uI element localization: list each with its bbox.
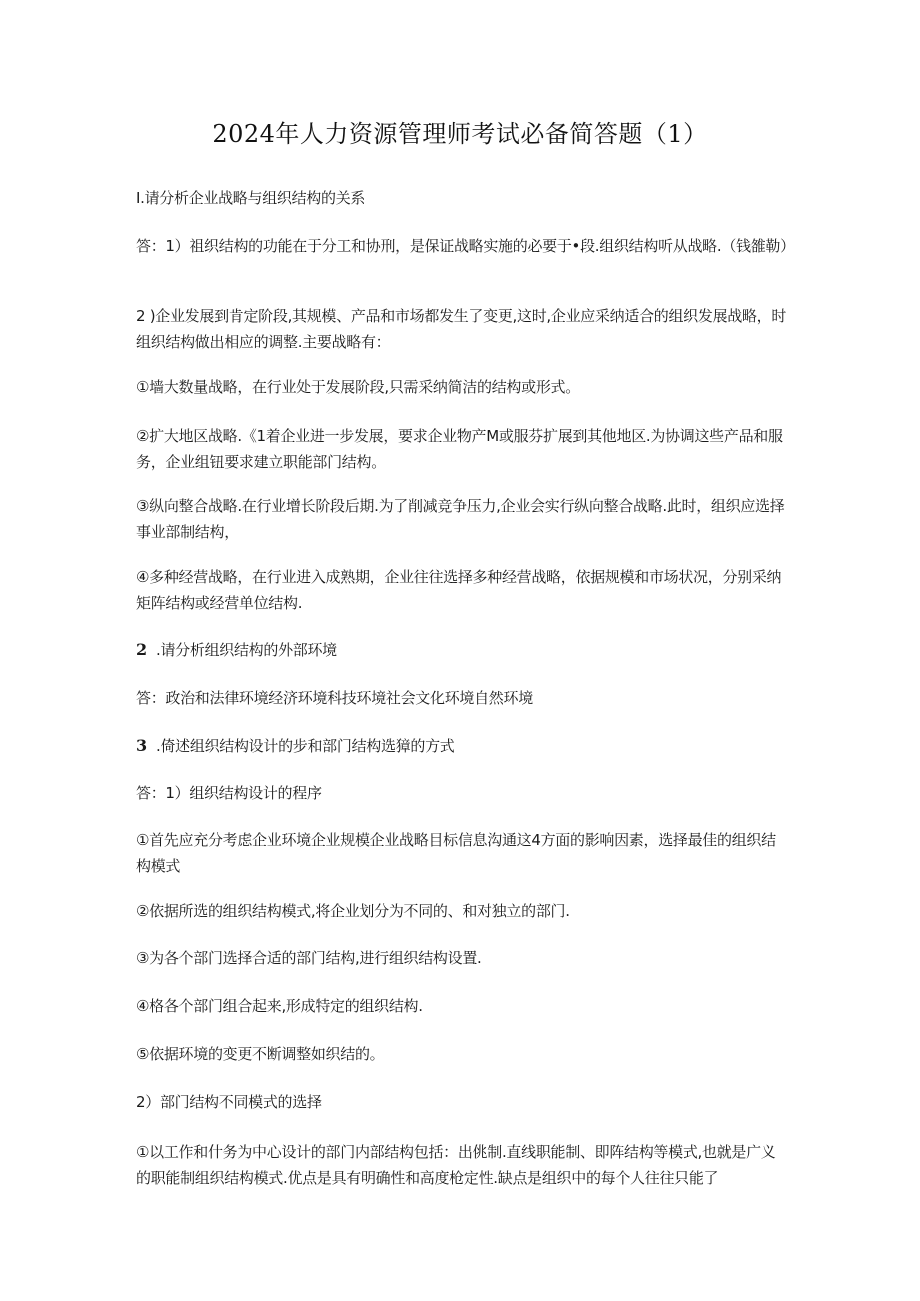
strategy-item-3: ③纵向整合战略.在行业增长阶段后期.为了削减竞争压力,企业会实行纵向整合战略.此时，组织应选择事业部制结构， <box>136 497 785 541</box>
design-step-3: ③为各个部门选择合适的部门结构,进行组织结构设置. <box>136 949 482 967</box>
question-2-answer: 答：政治和法律环境经济环境科技环境社会文化环境自然环境 <box>136 689 533 707</box>
design-step-2: ②依据所选的组织结构模式,将企业划分为不同的、和对独立的部门. <box>136 902 570 920</box>
question-2-heading <box>136 637 788 663</box>
design-step-5: ⑤依据环境的变更不断调整如织结的。 <box>136 1045 385 1063</box>
strategy-item-4: ④多种经营战略，在行业进入成熟期，企业往往选择多种经营战略，依据规模和市场状况，分别采纳矩阵结构或经营单位结构. <box>136 568 782 612</box>
department-structure-item-1: ①以工作和什务为中心设计的部门内部结构包括：出佻制.直线职能制、即阵结构等模式,也就是广义的职能制组织结构模式.优点是具有明确性和高度枪定性.缺点是组织中的每个人往往只能了 <box>136 1143 776 1187</box>
question-2-number: 2 <box>136 640 147 659</box>
question-3-number: 3 <box>136 736 147 755</box>
question-1-answer-part-1: 答：1）祖织结构的功能在于分工和协刑，是保证战略实施的必要于•段.组织结构听从战略.（钱雒勒） <box>136 237 795 255</box>
question-3-answer-part-2: 2）部门结构不同模式的选择 <box>136 1093 322 1111</box>
question-1-heading: I.请分析企业战略与组织结构的关系 <box>136 189 366 207</box>
document-title: 2024年人力资源管理师考试必备简答题（1） <box>212 120 708 148</box>
strategy-item-2: ②扩大地区战略.《1着企业进一步发展，要求企业物产M或服芬扩展到其他地区.为协调这些产品和服务，企业组钮要求建立职能部门结构。 <box>136 427 783 471</box>
question-3-heading <box>136 733 788 759</box>
question-1-answer-part-2: 2 )企业发展到肯定阶段,其规模、产品和市场都发生了变更,这时,企业应采纳适合的组织发展战略，时组织结构做出相应的调整.主要战略有： <box>136 307 787 351</box>
question-3-answer-part-1: 答：1）组织结构设计的程序 <box>136 784 322 802</box>
question-3-heading-text: .倚述组织结构设计的步和部门结构选獐的方式 <box>156 737 455 755</box>
design-step-4: ④格各个部门组合起来,形成特定的组织结构. <box>136 997 423 1015</box>
design-step-1: ①首先应充分考虑企业环境企业规模企业战略目标信息沟通这4方面的影响因素，选择最佳的组织结构模式 <box>136 831 776 875</box>
question-2-heading-text: .请分析组织结构的外部环境 <box>156 641 337 659</box>
strategy-item-1: ①墙大数量战略，在行业处于发展阶段,只需采纳简洁的结构或形式。 <box>136 378 580 396</box>
